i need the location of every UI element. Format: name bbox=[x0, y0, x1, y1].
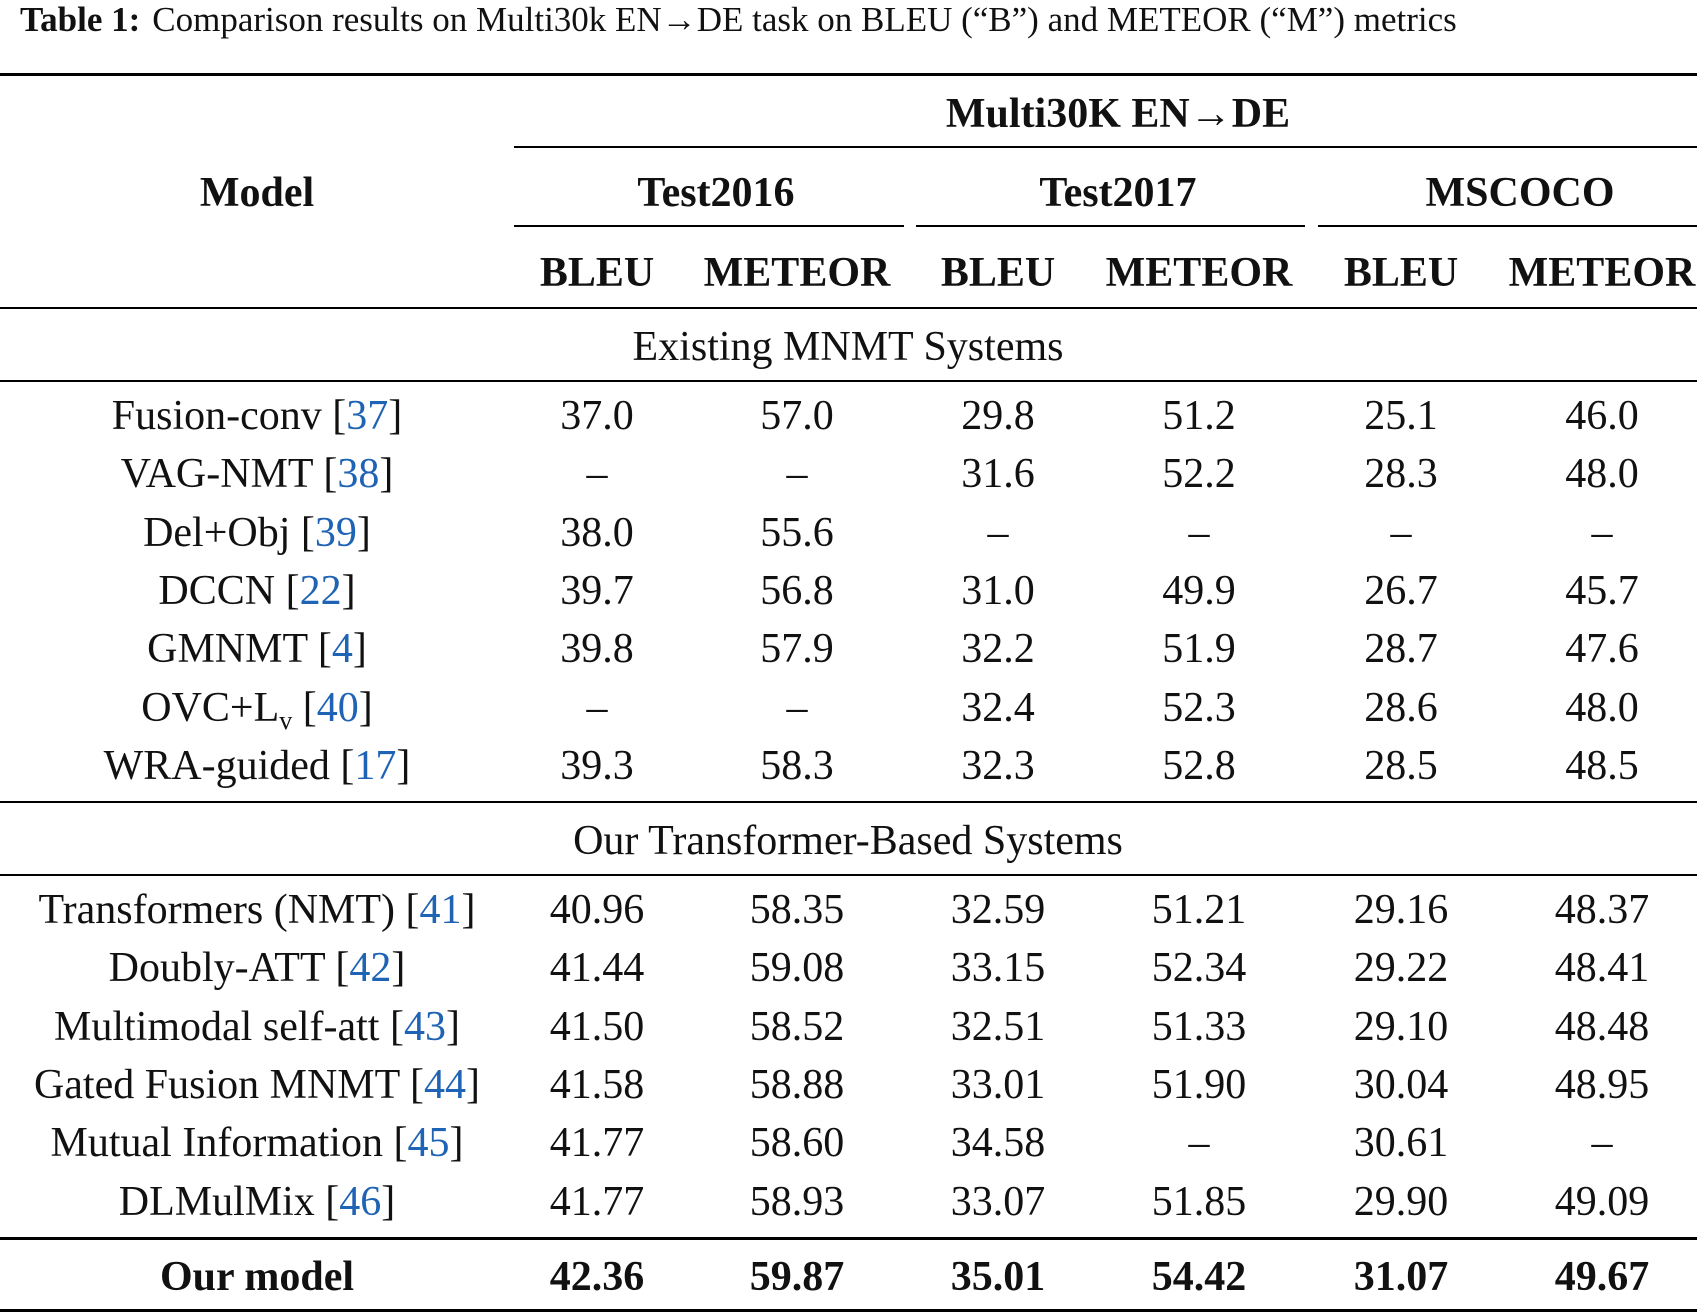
table-cell: 52.34 bbox=[1151, 945, 1247, 992]
table-cell: – bbox=[1591, 1120, 1613, 1167]
model-name-cell: WRA-guided [17] bbox=[103, 742, 411, 789]
top-rule bbox=[0, 73, 1697, 76]
header-metric: BLEU bbox=[940, 250, 1056, 296]
table-cell: – bbox=[786, 684, 808, 731]
table-cell: 48.0 bbox=[1565, 451, 1639, 498]
model-name-cell: Transformers (NMT) [41] bbox=[38, 887, 476, 933]
table-cell: 30.61 bbox=[1353, 1120, 1449, 1167]
table-cell: – bbox=[1390, 509, 1412, 556]
section-rule bbox=[0, 874, 1697, 876]
header-dataset: Test2016 bbox=[637, 170, 795, 216]
table-cell: 41.77 bbox=[549, 1120, 645, 1167]
citation-link[interactable]: 37 bbox=[346, 393, 389, 439]
citation-link[interactable]: 46 bbox=[339, 1178, 382, 1225]
model-name-cell: DLMulMix [46] bbox=[118, 1178, 396, 1225]
header-dataset: Test2017 bbox=[1039, 170, 1197, 216]
table-cell: 57.9 bbox=[760, 626, 834, 673]
model-name: DCCN bbox=[158, 567, 276, 614]
section-end-rule bbox=[0, 801, 1697, 803]
citation-link[interactable]: 38 bbox=[337, 451, 380, 498]
table-cell: 32.2 bbox=[961, 626, 1035, 673]
table-cell: 48.41 bbox=[1554, 945, 1650, 992]
table-cell: 28.7 bbox=[1364, 626, 1438, 673]
table-cell: 32.4 bbox=[961, 684, 1035, 731]
section-title: Existing MNMT Systems bbox=[632, 324, 1064, 370]
table-cell: 30.04 bbox=[1353, 1061, 1449, 1108]
model-name: Gated Fusion MNMT bbox=[33, 1061, 400, 1108]
section-rule bbox=[0, 380, 1697, 382]
table-cell: 41.58 bbox=[549, 1061, 645, 1108]
bottom-rule bbox=[0, 1309, 1697, 1312]
table-cell: 52.8 bbox=[1162, 742, 1236, 789]
citation-link[interactable]: 45 bbox=[407, 1120, 450, 1167]
table-cell: 29.8 bbox=[961, 393, 1035, 439]
table-cell: 51.33 bbox=[1151, 1003, 1247, 1050]
final-row-cell: 49.67 bbox=[1554, 1254, 1650, 1300]
citation-link[interactable]: 17 bbox=[354, 742, 397, 789]
citation-link[interactable]: 43 bbox=[403, 1003, 446, 1050]
model-name-cell: Doubly-ATT [42] bbox=[108, 945, 406, 992]
table-cell: 32.59 bbox=[950, 887, 1046, 933]
final-row-cell: 35.01 bbox=[950, 1254, 1046, 1300]
table-cell: 51.9 bbox=[1162, 626, 1236, 673]
group-underline bbox=[514, 146, 1697, 148]
table-cell: 51.90 bbox=[1151, 1061, 1247, 1108]
table-cell: 48.37 bbox=[1554, 887, 1650, 933]
table-cell: 40.96 bbox=[549, 887, 645, 933]
table-cell: 29.10 bbox=[1353, 1003, 1449, 1050]
table-cell: 59.08 bbox=[749, 945, 845, 992]
header-dataset: MSCOCO bbox=[1425, 170, 1615, 216]
dataset-underline-test2017 bbox=[916, 225, 1305, 227]
header-bottom-rule bbox=[0, 307, 1697, 309]
table-cell: 41.50 bbox=[549, 1003, 645, 1050]
final-row-cell: 31.07 bbox=[1353, 1254, 1449, 1300]
citation-link[interactable]: 41 bbox=[419, 887, 462, 933]
model-name-cell: Del+Obj [39] bbox=[143, 509, 371, 556]
model-name: Transformers (NMT) bbox=[38, 887, 396, 933]
model-subscript: v bbox=[279, 705, 293, 735]
table-cell: – bbox=[1188, 1120, 1210, 1167]
table-cell: 25.1 bbox=[1364, 393, 1438, 439]
header-model: Model bbox=[199, 170, 315, 216]
citation-link[interactable]: 44 bbox=[424, 1061, 467, 1108]
table-cell: 33.07 bbox=[950, 1178, 1046, 1225]
table-cell: 48.48 bbox=[1554, 1003, 1650, 1050]
table-cell: 39.8 bbox=[560, 626, 634, 673]
table-cell: – bbox=[786, 451, 808, 498]
table-cell: 33.15 bbox=[950, 945, 1046, 992]
model-name: Mutual Information bbox=[50, 1120, 383, 1167]
dataset-underline-test2016 bbox=[514, 225, 904, 227]
table-cell: 51.2 bbox=[1162, 393, 1236, 439]
model-name: VAG-NMT bbox=[120, 451, 313, 498]
caption-text: Comparison results on Multi30k EN→DE task on BLEU (“B”) and METEOR (“M”) metrics bbox=[152, 0, 1457, 39]
table-cell: 39.3 bbox=[560, 742, 634, 789]
table-cell: 32.51 bbox=[950, 1003, 1046, 1050]
table-cell: 33.01 bbox=[950, 1061, 1046, 1108]
header-metric: BLEU bbox=[1343, 250, 1459, 296]
model-name-cell: VAG-NMT [38] bbox=[120, 451, 394, 498]
table-cell: 28.3 bbox=[1364, 451, 1438, 498]
caption-label: Table 1: bbox=[20, 0, 141, 39]
table-cell: 32.3 bbox=[961, 742, 1035, 789]
final-row-top-rule bbox=[0, 1237, 1697, 1240]
model-name-cell: Multimodal self-att [43] bbox=[54, 1003, 460, 1050]
table-cell: 58.93 bbox=[749, 1178, 845, 1225]
table-cell: – bbox=[586, 451, 608, 498]
model-name-cell: $OVC+L_v$ [40] bbox=[141, 684, 373, 735]
table-cell: 34.58 bbox=[950, 1120, 1046, 1167]
table-cell: – bbox=[1188, 509, 1210, 556]
table-cell: 49.09 bbox=[1554, 1178, 1650, 1225]
header-metric: METEOR bbox=[703, 250, 891, 296]
table-cell: 52.2 bbox=[1162, 451, 1236, 498]
table-cell: 58.60 bbox=[749, 1120, 845, 1167]
table-cell: 48.0 bbox=[1565, 684, 1639, 731]
table-cell: 37.0 bbox=[560, 393, 634, 439]
table-cell: 58.3 bbox=[760, 742, 834, 789]
table-cell: 26.7 bbox=[1364, 567, 1438, 614]
table-cell: 49.9 bbox=[1162, 567, 1236, 614]
final-row-cell: 54.42 bbox=[1151, 1254, 1247, 1300]
table-cell: 58.35 bbox=[749, 887, 845, 933]
header-metric: METEOR bbox=[1105, 250, 1293, 296]
model-name-cell: DCCN [22] bbox=[158, 567, 356, 614]
table-cell: 56.8 bbox=[760, 567, 834, 614]
citation-link[interactable]: 4 bbox=[331, 626, 353, 673]
table-cell: – bbox=[987, 509, 1009, 556]
table-cell: 58.52 bbox=[749, 1003, 845, 1050]
table-cell: 29.90 bbox=[1353, 1178, 1449, 1225]
table-cell: 47.6 bbox=[1565, 626, 1639, 673]
dataset-underline-mscoco bbox=[1318, 225, 1697, 227]
citation-link[interactable]: 22 bbox=[299, 567, 342, 614]
citation-link[interactable]: 40 bbox=[316, 684, 359, 731]
model-name-cell: Gated Fusion MNMT [44] bbox=[33, 1061, 481, 1108]
table-cell: 38.0 bbox=[560, 509, 634, 556]
table-cell: 51.21 bbox=[1151, 887, 1247, 933]
table-cell: 31.0 bbox=[961, 567, 1035, 614]
table-cell: 52.3 bbox=[1162, 684, 1236, 731]
section-title: Our Transformer-Based Systems bbox=[573, 818, 1123, 864]
table-cell: – bbox=[586, 684, 608, 731]
table-cell: 55.6 bbox=[760, 509, 834, 556]
header-group: Multi30K EN→DE bbox=[945, 91, 1291, 137]
final-model-name: Our model bbox=[159, 1254, 355, 1300]
final-row-cell: 42.36 bbox=[549, 1254, 645, 1300]
model-name: Multimodal self-att bbox=[54, 1003, 380, 1050]
table-cell: 41.44 bbox=[549, 945, 645, 992]
table-cell: – bbox=[1591, 509, 1613, 556]
table-cell: 28.5 bbox=[1364, 742, 1438, 789]
model-name: Del+Obj bbox=[143, 509, 291, 556]
table-cell: 45.7 bbox=[1565, 567, 1639, 614]
model-name: Fusion-conv bbox=[111, 393, 322, 439]
table-cell: 29.16 bbox=[1353, 887, 1449, 933]
table-cell: 29.22 bbox=[1353, 945, 1449, 992]
table-cell: 48.95 bbox=[1554, 1061, 1650, 1108]
model-name: GMNMT bbox=[147, 626, 308, 673]
header-metric: METEOR bbox=[1508, 250, 1696, 296]
header-metric: BLEU bbox=[539, 250, 655, 296]
table-cell: 57.0 bbox=[760, 393, 834, 439]
table-cell: 31.6 bbox=[961, 451, 1035, 498]
table-cell: 48.5 bbox=[1565, 742, 1639, 789]
model-name-cell: GMNMT [4] bbox=[147, 626, 367, 673]
final-row-cell: 59.87 bbox=[749, 1254, 845, 1300]
model-name-cell: Mutual Information [45] bbox=[50, 1120, 464, 1167]
model-name: Doubly-ATT bbox=[108, 945, 325, 992]
table-caption bbox=[20, 0, 1457, 40]
model-name: WRA-guided bbox=[103, 742, 330, 789]
table-cell: 39.7 bbox=[560, 567, 634, 614]
table-cell: 51.85 bbox=[1151, 1178, 1247, 1225]
table-cell: 58.88 bbox=[749, 1061, 845, 1108]
table-cell: 46.0 bbox=[1565, 393, 1639, 439]
model-name: DLMulMix bbox=[118, 1178, 315, 1225]
table-cell: 41.77 bbox=[549, 1178, 645, 1225]
citation-link[interactable]: 42 bbox=[349, 945, 392, 992]
model-name-cell: Fusion-conv [37] bbox=[111, 393, 403, 439]
model-name: OVC+L bbox=[141, 684, 280, 731]
table-cell: 28.6 bbox=[1364, 684, 1438, 731]
citation-link[interactable]: 39 bbox=[314, 509, 357, 556]
